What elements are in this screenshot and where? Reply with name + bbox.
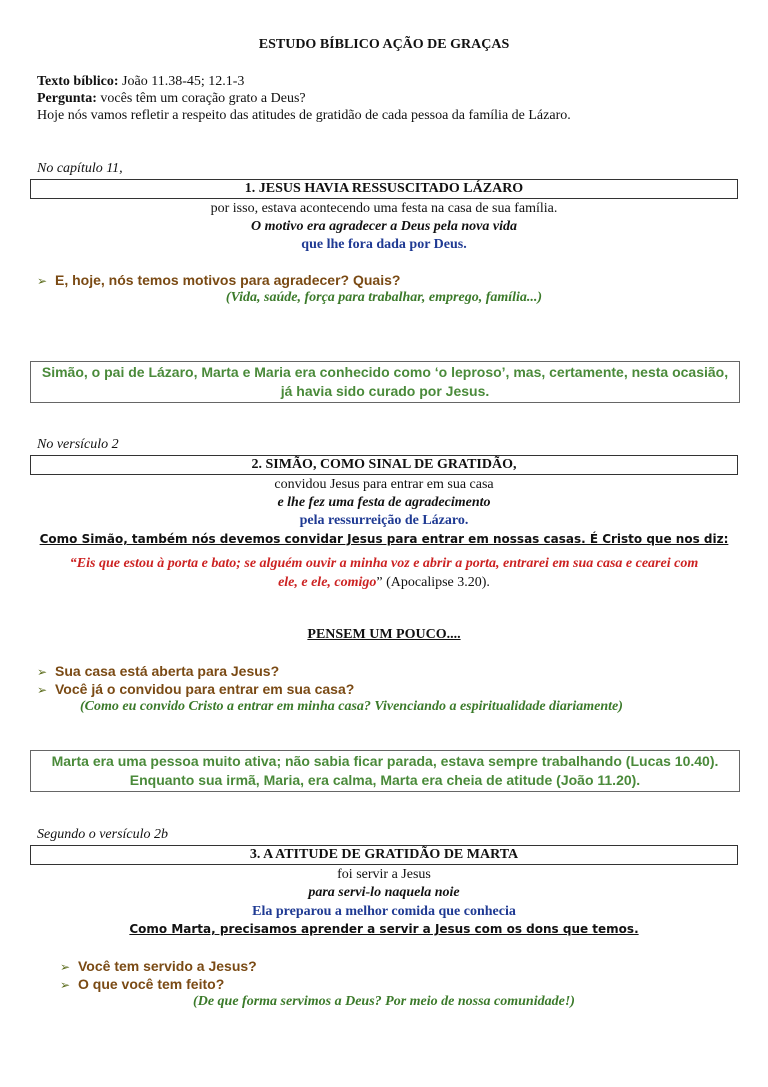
section2-line3: pela ressurreição de Lázaro.: [299, 513, 469, 528]
section2-line1: convidou Jesus para entrar em sua casa: [274, 477, 494, 492]
section1-lead: No capítulo 11,: [37, 161, 123, 176]
texto-label: Texto bíblico:: [37, 74, 119, 89]
section2-line2: e lhe fez uma festa de agradecimento: [277, 495, 491, 510]
section1-line1: por isso, estava acontecendo uma festa na casa de sua família.: [210, 201, 558, 216]
section2-quote-line2: [0, 575, 768, 591]
think-heading: PENSEM UM POUCO....: [307, 627, 461, 642]
section1-line3: que lhe fora dada por Deus.: [301, 237, 467, 252]
section2-line4: Como Simão, também nós devemos convidar Jesus para entrar em nossas casas. É Cristo que nos diz:: [39, 532, 729, 546]
think-question2: ➢ Você já o convidou para entrar em sua casa?: [37, 681, 355, 697]
arrow-bullet-icon: ➢: [37, 683, 48, 697]
section3-line3: Ela preparou a melhor comida que conhecia: [252, 904, 516, 919]
section3-line1: foi servir a Jesus: [337, 867, 431, 882]
section1-line2: O motivo era agradecer a Deus pela nova vida: [251, 219, 517, 234]
pergunta-label: Pergunta:: [37, 91, 97, 106]
arrow-bullet-icon: ➢: [37, 274, 48, 288]
quote-text-end: ele, e ele, comigo: [278, 575, 377, 590]
section2-quote-line1: “Eis que estou à porta e bato; se alguém ouvir a minha voz e abrir a porta, entrarei em sua casa e cearei com: [69, 556, 699, 571]
section3-answer: (De que forma servimos a Deus? Por meio de nossa comunidade!): [193, 994, 575, 1009]
section1-answer: (Vida, saúde, força para trabalhar, emprego, família...): [225, 290, 543, 305]
section1-question: ➢ E, hoje, nós temos motivos para agradecer? Quais?: [37, 272, 401, 288]
page-title: ESTUDO BÍBLICO AÇÃO DE GRAÇAS: [258, 37, 510, 52]
section3-heading: 3. A ATITUDE DE GRATIDÃO DE MARTA: [30, 845, 738, 865]
texto-value: João 11.38-45; 12.1-3: [122, 74, 245, 89]
section2-lead: No versículo 2: [37, 437, 119, 452]
pergunta-value: vocês têm um coração grato a Deus?: [100, 91, 306, 106]
note-box-simao: Simão, o pai de Lázaro, Marta e Maria era conhecido como ‘o leproso’, mas, certamente, nesta ocasião, já havia sido curado por Jesus.: [30, 361, 740, 403]
arrow-bullet-icon: ➢: [60, 960, 71, 974]
think-question1: ➢ Sua casa está aberta para Jesus?: [37, 663, 280, 679]
section3-question2: ➢ O que você tem feito?: [60, 976, 225, 992]
section3-line2: para servi-lo naquela noie: [308, 885, 460, 900]
note-box-marta: Marta era uma pessoa muito ativa; não sabia ficar parada, estava sempre trabalhando (Lucas 10.40). Enquanto sua irmã, Maria, era calma, Marta era cheia de atitude (João 11.20).: [30, 750, 740, 792]
section3-lead: Segundo o versículo 2b: [37, 827, 169, 842]
section1-heading: 1. JESUS HAVIA RESSUSCITADO LÁZARO: [30, 179, 738, 199]
texto-biblico: [37, 73, 244, 90]
section3-question1: ➢ Você tem servido a Jesus?: [60, 958, 257, 974]
think-answer: (Como eu convido Cristo a entrar em minha casa? Vivenciando a espiritualidade diariamente): [80, 699, 623, 714]
pergunta: [37, 90, 306, 107]
arrow-bullet-icon: ➢: [37, 665, 48, 679]
intro-line: Hoje nós vamos refletir a respeito das atitudes de gratidão de cada pessoa da família de Lázaro.: [37, 108, 571, 123]
arrow-bullet-icon: ➢: [60, 978, 71, 992]
section2-heading: 2. SIMÃO, COMO SINAL DE GRATIDÃO,: [30, 455, 738, 475]
section3-line4: Como Marta, precisamos aprender a servir a Jesus com os dons que temos.: [129, 922, 639, 936]
quote-reference: ” (Apocalipse 3.20).: [376, 575, 490, 590]
